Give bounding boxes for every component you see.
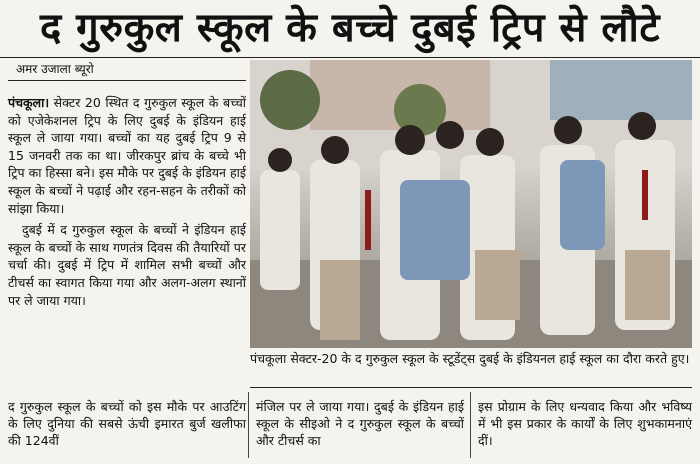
column-divider — [470, 392, 471, 458]
paragraph-1 — [8, 94, 246, 217]
byline: अमर उजाला ब्यूरो — [16, 62, 94, 76]
column-divider — [248, 392, 249, 458]
paragraph-5: इस प्रोग्राम के लिए धन्यवाद किया और भविष्य में भी इस प्रकार के कार्यों के लिए शुभकामनाएं दीं। — [478, 399, 692, 448]
headline-rule — [0, 57, 700, 58]
headline: द गुरुकुल स्कूल के बच्चे दुबई ट्रिप से लौटे — [39, 5, 660, 51]
article-left-column — [8, 94, 246, 313]
paragraph-4: मंजिल पर ले जाया गया। दुबई के इंडियन हाई स्कूल के सीइओ ने द गुरुकुल स्कूल के बच्चों और टीचर्स का — [256, 399, 464, 448]
paragraph-1-text: सेक्टर 20 स्थित द गुरुकुल स्कूल के बच्चों को एजेकेशनल ट्रिप के लिए दुबई के इंडियन हाई स्कूल ले जाया गया। बच्चों का यह दुबई ट्रिप 9 से 15 जनवरी तक का था। जीरकपुर ब्रांच के बच्चे भी ट्रिप का हिस्सा बने। इस मौके पर दुबई के इंडियन हाई स्कूल के बच्चों ने पढ़ाई और रहन-सहन के तरीकों को सांझा किया। — [8, 95, 246, 216]
caption-rule — [250, 387, 692, 388]
news-photo — [250, 60, 692, 348]
paragraph-3: द गुरुकुल स्कूल के बच्चों को इस मौके पर आउटिंग के लिए दुनिया की सबसे ऊंची इमारत बुर्ज खलीफा की 124वीं — [8, 399, 246, 448]
paragraph-2: दुबई में द गुरुकुल स्कूल के बच्चों ने इंडियन हाई स्कूल के बच्चों के साथ गणतंत्र दिवस की तैयारियों पर चर्चा की। दुबई में ट्रिप में शामिल सभी बच्चों और टीचर्स का स्वागत किया गया और अलग-अलग स्थानों पर ले जाया गया। — [8, 222, 246, 308]
byline-rule — [8, 80, 246, 81]
photo-caption: पंचकूला सेक्टर-20 के द गुरुकुल स्कूल के स्टूडेंट्स दुबई के इंडियनल हाई स्कूल का दौरा करते हुए। — [250, 351, 690, 366]
dateline: पंचकूला। — [8, 95, 50, 110]
students-photo-illustration — [250, 60, 692, 348]
